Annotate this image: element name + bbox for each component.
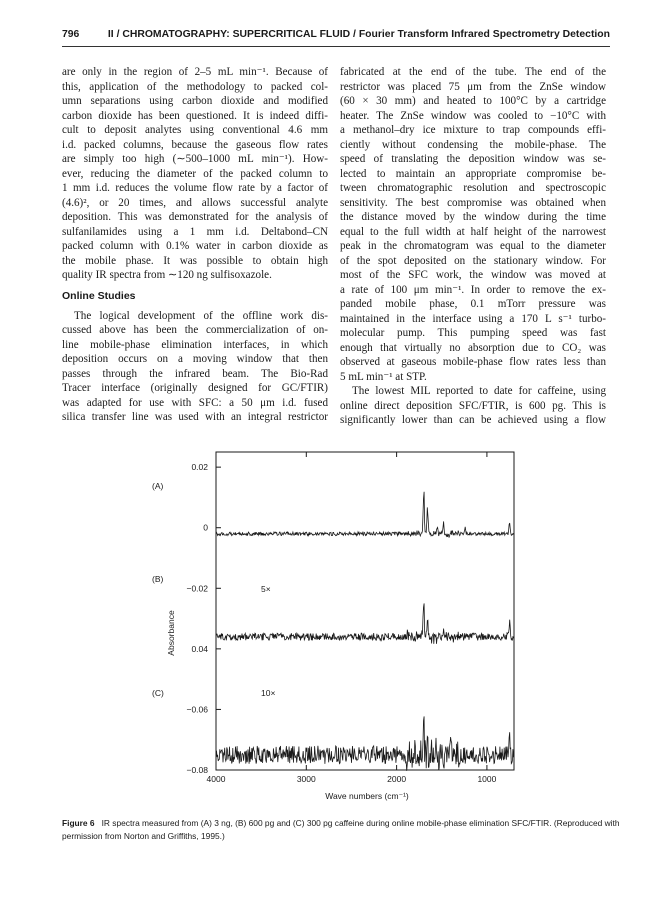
text-line: equal to the full width at half height of the narrowest [340, 225, 606, 238]
spectrum-line-b [216, 603, 514, 644]
text-line: line mobile-phase elimination interfaces, in which [62, 338, 328, 351]
text-line: this, application of the methodology to packed col- [62, 80, 328, 93]
x-tick-label: 3000 [296, 774, 316, 784]
y-tick-label: 0.04 [191, 643, 208, 654]
text-line: (4.6)², or 20 times, and allows successful analyte [62, 196, 328, 209]
text-line: deposition occurs on a moving window that then [62, 353, 328, 365]
text-line: 5 mL min⁻¹ at STP. [340, 370, 427, 383]
panel-label-c: (C) [152, 688, 164, 698]
text-line: a rate of 100 μm min⁻¹. In order to remove the ex- [340, 283, 606, 296]
text-line: are only in the region of 2–5 mL min⁻¹. Because of [62, 66, 328, 78]
text-line: heater. The ZnSe window was cooled to −10°C with [340, 109, 606, 122]
running-title: II / CHROMATOGRAPHY: SUPERCRITICAL FLUID / Fourier Transform Infrared Spectrometry Detection [107, 29, 610, 40]
text-line: a methanol–dry ice mixture to trap compounds effi- [340, 124, 606, 136]
spectrum-line-c [216, 716, 514, 771]
text-line: cussed above has been the commercialization of on- [62, 324, 328, 336]
x-tick-label: 1000 [477, 774, 497, 784]
spectrum-line-a [216, 492, 514, 538]
text-line: of the spot deposited on the stationary window. For [340, 254, 606, 267]
text-line: panded mobile phase, 0.1 mTorr pressure was [340, 298, 606, 310]
section-heading: Online Studies [62, 289, 136, 302]
text-line: silica transfer line was used with an integral restrictor [62, 411, 328, 423]
text-line: cult to deposit analytes using conventional 4.6 mm [62, 124, 328, 136]
text-line: molecular pump. This pumping speed was fast [340, 327, 606, 339]
text-line: was adapted for use with SFC: a 50 μm i.d. fused [62, 396, 328, 409]
text-line: enough that virtually no absorption due to CO₂ was [340, 341, 606, 354]
panel-label-b: (B) [152, 574, 164, 584]
text-line: lected to maintain an appropriate compromise be- [340, 167, 606, 180]
text-line: restrictor was placed 75 μm from the ZnSe window [340, 80, 606, 93]
text-line: maintained in the interface using a 170 L s⁻¹ turbo- [340, 312, 606, 325]
y-axis-title: Absorbance [166, 610, 176, 656]
text-line: are simply too high (∼500–1000 mL min⁻¹). How- [62, 153, 328, 165]
text-line: 1 mm i.d. reduces the volume flow rate by a factor of [62, 182, 328, 194]
text-line: sensitivity. The best compromise was obtained when [340, 196, 606, 209]
header-rule [62, 46, 610, 47]
text-line: The logical development of the offline work dis- [74, 309, 328, 322]
x-tick-label: 4000 [206, 774, 226, 784]
text-line: umn separations using carbon dioxide and modified [62, 95, 328, 107]
text-line: i.d. packed columns, because the gaseous flow rates [62, 138, 328, 151]
text-line: ciently without condensing the mobile-phase. The [340, 138, 606, 151]
text-line: observed at gaseous mobile-phase flow rates less than [340, 356, 606, 368]
text-line: significantly lower than can be achieved using a flow [340, 414, 606, 426]
right-column [340, 65, 606, 428]
text-line: Tracer interface (originally designed for GC/FTIR) [62, 382, 328, 394]
ir-spectra-chart [140, 442, 530, 814]
right-paragraph-2 [340, 384, 606, 428]
text-line: peak in the chromatogram was equal to the diameter [340, 240, 606, 252]
left-paragraph-1 [62, 65, 328, 283]
text-line: (60 × 30 mm) and heated to 100°C by a cartridge [340, 95, 606, 107]
y-tick-label: −0.06 [186, 704, 208, 715]
text-line: deposition. This was demonstrated for the analysis of [62, 211, 328, 223]
panel-label-a: (A) [152, 481, 164, 491]
figure-caption [62, 817, 622, 842]
text-line: quality IR spectra from ∼120 ng sulfisoxazole. [62, 269, 272, 281]
text-line: the distance moved by the window during the time [340, 211, 606, 223]
left-column [62, 65, 328, 425]
scale-label-10x: 10× [261, 688, 276, 698]
text-line: online direct deposition SFC/FTIR, is 600 pg. This is [340, 399, 606, 412]
right-paragraph-1 [340, 65, 606, 384]
text-line: most of the SFC work, the window was moved at [340, 269, 606, 281]
x-tick-label: 2000 [387, 774, 407, 784]
text-line: tween chromatographic resolution and spectroscopic [340, 182, 606, 194]
y-tick-label: −0.02 [186, 583, 208, 594]
y-tick-label: 0 [203, 522, 208, 533]
running-header [62, 29, 610, 45]
page-number: 796 [62, 29, 80, 40]
y-tick-label: −0.08 [186, 765, 208, 775]
text-line: the mobile phase. It was possible to obtain high [62, 254, 328, 267]
text-line: ever, reducing the diameter of the packed column to [62, 167, 328, 180]
text-line: The lowest MIL reported to date for caffeine, using [352, 385, 606, 397]
y-tick-label: 0.02 [191, 462, 208, 473]
text-line: passes through the infrared beam. The Bio-Rad [62, 367, 328, 380]
text-line: sulfanilamides using a 1 mm i.d. Deltabond–CN [62, 225, 328, 238]
scale-label-5x: 5× [261, 584, 271, 594]
caption-text: IR spectra measured from (A) 3 ng, (B) 600 pg and (C) 300 pg caffeine during online mobile-phase elimination SFC/FTIR. (Reproduced with permission from Norton and Griffiths, 1995.) [62, 818, 620, 841]
left-paragraph-2 [62, 309, 328, 425]
plot-frame [216, 452, 514, 770]
text-line: packed column with 0.1% water in carbon dioxide as [62, 240, 328, 252]
caption-label: Figure 6 [62, 818, 95, 828]
text-line: carbon dioxide has been questioned. It is indeed diffi- [62, 109, 328, 122]
text-line: fabricated at the end of the tube. The end of the [340, 66, 606, 78]
figure-6 [140, 442, 530, 814]
x-axis-title: Wave numbers (cm⁻¹) [325, 791, 409, 801]
text-line: speed of translating the deposition window was se- [340, 153, 606, 165]
